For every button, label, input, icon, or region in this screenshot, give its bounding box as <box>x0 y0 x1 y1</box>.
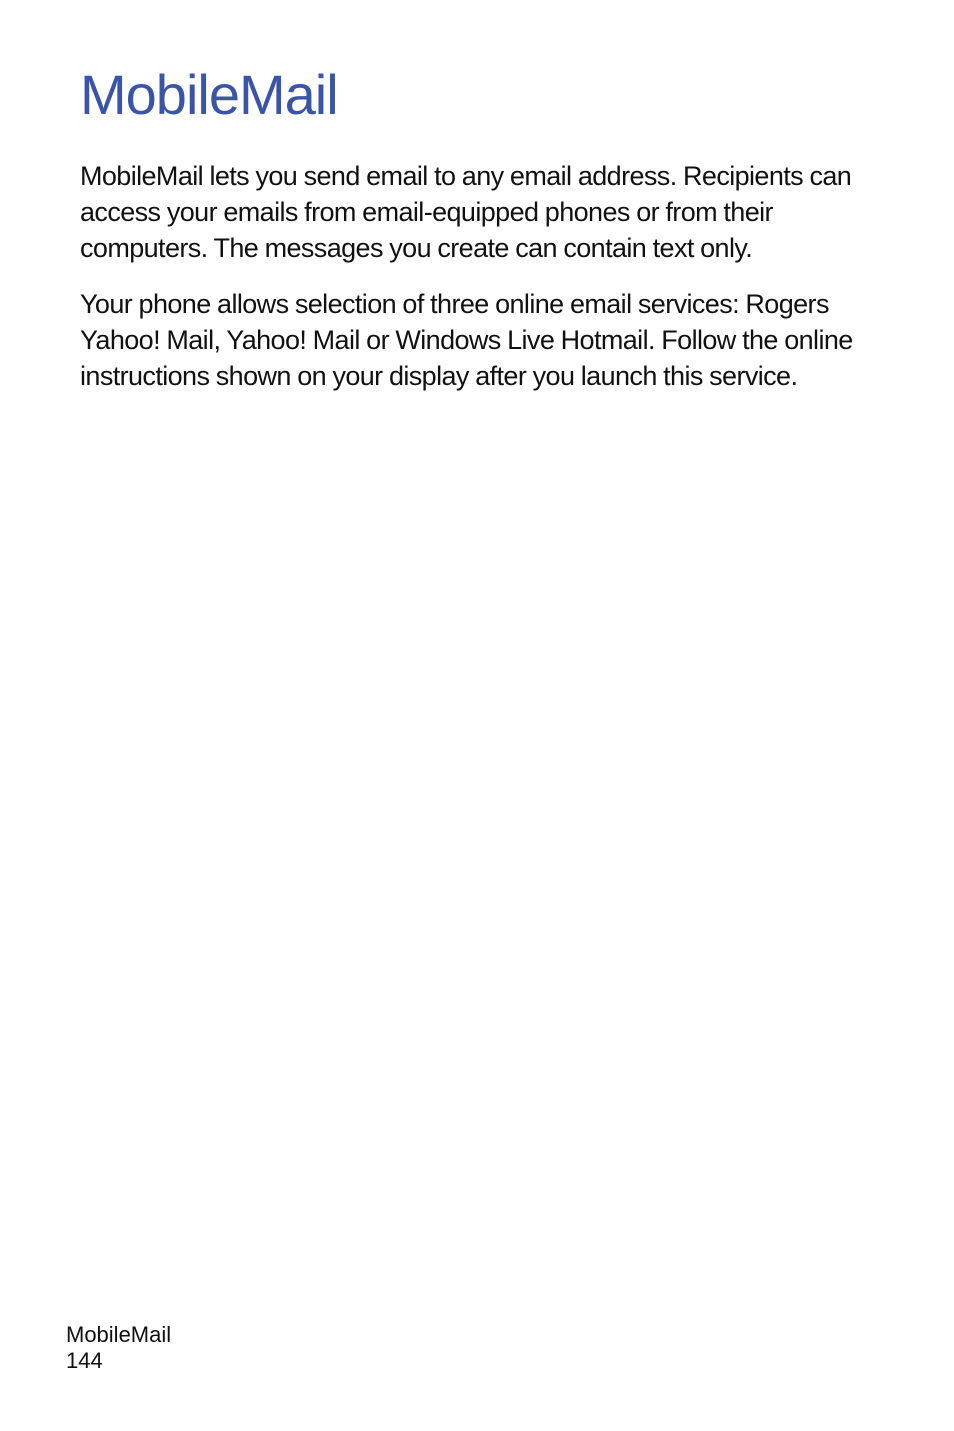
footer-section-title: MobileMail <box>66 1322 172 1347</box>
intro-paragraph: MobileMail lets you send email to any email address. Recipients can access your emails from email-equipped phones or from their computers. The messages you create can contain text only. <box>80 161 852 263</box>
services-paragraph: Your phone allows selection of three online email services: Rogers Yahoo! Mail, Yahoo! Mail or Windows Live Hotmail. Follow the online instructions shown on your display after you launch this service. <box>80 289 853 391</box>
page-title: MobileMail <box>80 63 338 126</box>
page-number: 144 <box>66 1348 103 1373</box>
body-content <box>80 158 895 414</box>
page-footer <box>66 1322 171 1374</box>
